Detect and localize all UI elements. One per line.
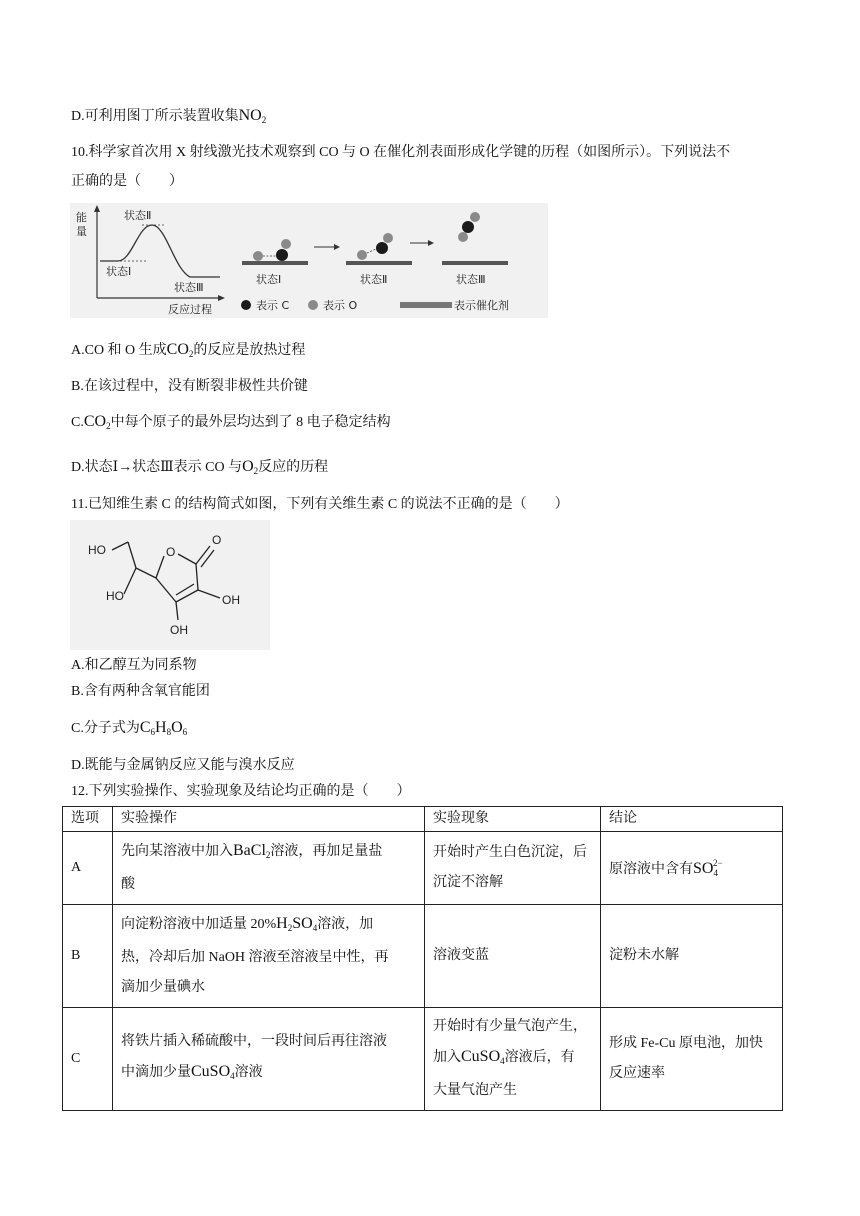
arrow-2-head-icon (428, 240, 434, 246)
q9-option-d (71, 106, 266, 130)
row-a-option: A (63, 832, 113, 905)
catalyst-surface-2 (346, 261, 412, 265)
q10-stem-line2: 正确的是（ ） (71, 174, 183, 189)
table-row-b (63, 905, 783, 1008)
row-c-operation: 将铁片插入稀硫酸中，一段时间后再往溶液 中滴加少量CuSO$_4$溶液 (113, 1008, 425, 1111)
q11-vitamin-c-structure (70, 520, 270, 650)
legend-catalyst-label: 表示催化剂 (454, 299, 509, 312)
label-carbonyl-o: O (212, 533, 222, 547)
q11-stem: 11.已知维生素 C 的结构简式如图，下列有关维生素 C 的说法不正确的是（ ） (71, 497, 569, 512)
bond-c3-c4 (156, 578, 176, 602)
row-a-operation: 先向某溶液中加入BaCl$_2$溶液，再加足量盐 酸 (113, 832, 425, 905)
state3-carbon (462, 221, 474, 233)
bond-c1-c2 (196, 564, 198, 590)
row-b-conclusion: 淀粉未水解 (601, 905, 783, 1008)
catalyst-surface-1 (242, 261, 308, 265)
label-oh-bottom: OH (170, 623, 188, 637)
table-header-row (63, 807, 783, 832)
q12-stem: 12.下列实验操作、实验现象及结论均正确的是（ ） (71, 784, 411, 799)
bond-c2-c3 (176, 590, 198, 602)
q11-option-d: D.既能与金属钠反应又能与溴水反应 (71, 758, 295, 773)
catalyst-surface-3 (442, 261, 508, 265)
state1-label: 状态Ⅰ (256, 273, 282, 286)
state3-label: 状态Ⅲ (456, 273, 486, 286)
row-b-phenomenon: 溶液变蓝 (425, 905, 601, 1008)
legend-catalyst-bar (400, 302, 452, 308)
header-phenomenon: 实验现象 (425, 807, 601, 832)
header-option: 选项 (63, 807, 113, 832)
state2-oxygen (357, 250, 367, 260)
state3-oxygen-1 (458, 232, 468, 242)
row-b-option: B (63, 905, 113, 1008)
table-row-c (63, 1008, 783, 1111)
x-axis-arrow-icon (218, 295, 225, 301)
q10-option-a: A.CO 和 O 生成$CO_2$的反应是放热过程 (71, 341, 306, 359)
q10-option-d: D.状态Ⅰ→状态Ⅲ表示 CO 与$O_2$反应的历程 (71, 458, 329, 476)
q12-experiment-table (62, 806, 783, 1111)
q9-option-d-text: D.可利用图丁所示装置收集 (71, 109, 239, 124)
q11-option-b: B.含有两种含氧官能团 (71, 684, 210, 699)
x-label: 反应过程 (168, 303, 212, 316)
label-oh-right: OH (222, 593, 240, 607)
state1-oxygen (253, 251, 263, 261)
row-a-conclusion: 原溶液中含有$SO_4^{2-}$ (601, 832, 783, 905)
q11-option-c: C.分子式为$C_6H_8O_6$ (71, 719, 188, 737)
bond-c3-oh (176, 602, 178, 620)
y-label-2: 量 (76, 225, 87, 238)
row-a-phenomenon: 开始时产生白色沉淀，后 沉淀不溶解 (425, 832, 601, 905)
bond-o-c1 (178, 554, 196, 564)
vitamin-c-svg (70, 520, 270, 650)
header-conclusion: 结论 (601, 807, 783, 832)
curve-state1-label: 状态Ⅰ (106, 265, 132, 278)
bond-ch-ring (136, 568, 156, 578)
row-c-option: C (63, 1008, 113, 1111)
state2-dashed-bond (367, 249, 376, 253)
table-row-a (63, 832, 783, 905)
row-b-operation: 向淀粉溶液中加适量 $20\%H_2SO_4$溶液，加 热，冷却后加 NaOH 溶液至溶液呈中性，再 滴加少量碘水 (113, 905, 425, 1008)
state3-oxygen-2 (470, 212, 480, 222)
q11-option-a: A.和乙醇互为同系物 (71, 658, 197, 673)
state2-carbon (376, 242, 388, 254)
bond-ho-ch2 (112, 542, 128, 550)
state2-label: 状态Ⅱ (360, 273, 388, 286)
q10-figure-svg (70, 203, 548, 318)
row-c-phenomenon: 开始时有少量气泡产生， 加入CuSO$_4$溶液后，有 大量气泡产生 (425, 1008, 601, 1111)
bond-c4-o (156, 556, 164, 578)
curve-state2-label: 状态Ⅱ (124, 209, 152, 222)
legend-oxygen-label: 表示 O (323, 299, 358, 312)
state1-carbon (276, 249, 288, 261)
label-ho-mid: HO (106, 589, 124, 603)
state1-co-oxygen (281, 239, 291, 249)
y-axis-arrow-icon (94, 205, 100, 212)
y-label-1: 能 (76, 211, 87, 224)
legend-oxygen-dot (308, 300, 318, 310)
legend-carbon-label: 表示 C (256, 299, 290, 312)
bond-c1-carbonyl-double (201, 550, 214, 567)
legend-carbon-dot (241, 300, 251, 310)
q10-option-b: B.在该过程中，没有断裂非极性共价键 (71, 379, 308, 394)
bond-c2-oh (198, 590, 220, 598)
label-ring-o: O (166, 545, 176, 559)
row-c-conclusion: 形成 Fe-Cu 原电池，加快 反应速率 (601, 1008, 783, 1111)
bond-ho-ch (124, 568, 136, 594)
q10-stem-line1: 10.科学家首次用 X 射线激光技术观察到 CO 与 O 在催化剂表面形成化学键的历程（如图所示）。下列说法不 (71, 145, 731, 160)
q10-energy-figure (70, 203, 548, 318)
header-operation: 实验操作 (113, 807, 425, 832)
arrow-1-head-icon (334, 244, 340, 250)
q9-option-d-formula: $NO_2$ (238, 107, 267, 125)
bond-ch2-ch (128, 542, 136, 568)
q10-option-c: $C.CO_2$中每个原子的最外层均达到了 8 电子稳定结构 (71, 413, 391, 431)
state2-co-oxygen (383, 233, 393, 243)
label-ho-top: HO (88, 543, 106, 557)
bond-c1-carbonyl (196, 546, 210, 564)
curve-state3-label: 状态Ⅲ (174, 281, 204, 294)
